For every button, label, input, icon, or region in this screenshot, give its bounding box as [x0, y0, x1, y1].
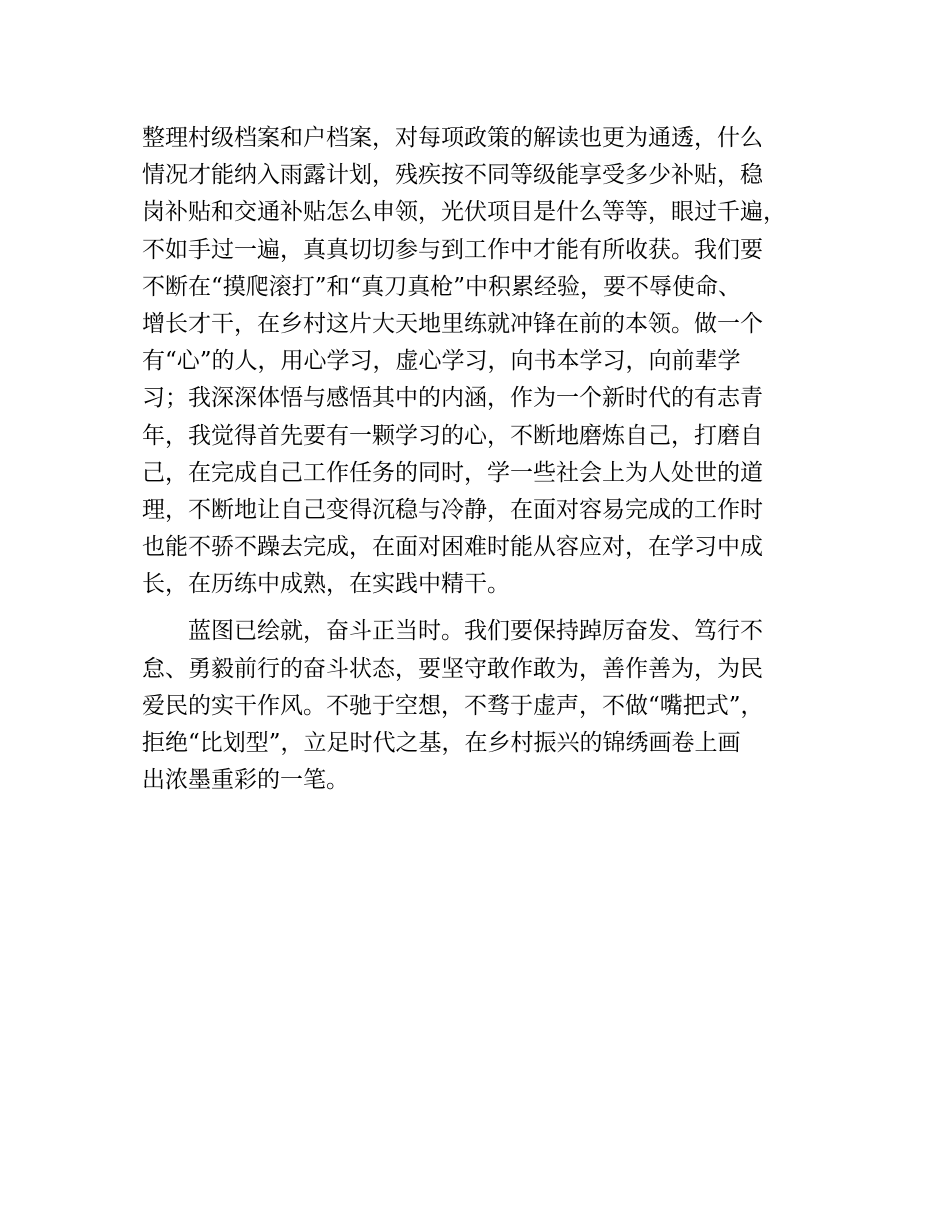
paragraph-gap: [142, 603, 832, 613]
text-line: 长，在历练中成熟，在实践中精干。: [142, 571, 510, 598]
text-line: 不断在“摸爬滚打”和“真刀真枪”中积累经验，要不辱使命、: [142, 273, 742, 300]
text-line: 情况才能纳入雨露计划，残疾按不同等级能享受多少补贴，稳: [142, 162, 763, 189]
text-line: 习；我深深体悟与感悟其中的内涵，作为一个新时代的有志青: [142, 385, 763, 412]
text-line: 不如手过一遍，真真切切参与到工作中才能有所收获。我们要: [142, 236, 763, 263]
text-line: 蓝图已绘就，奋斗正当时。我们要保持踔厉奋发、笃行不: [142, 618, 763, 645]
text-line: 理，不断地让自己变得沉稳与冷静，在面对容易完成的工作时: [142, 496, 763, 523]
text-line: 岗补贴和交通补贴怎么申领，光伏项目是什么等等，眼过千遍，: [142, 199, 786, 226]
body-text: [142, 120, 832, 799]
text-line: 也能不骄不躁去完成，在面对困难时能从容应对，在学习中成: [142, 534, 763, 561]
text-line: 爱民的实干作风。不驰于空想，不骛于虚声，不做“嘴把式”，: [142, 692, 764, 719]
text-line: 整理村级档案和户档案，对每项政策的解读也更为通透，什么: [142, 125, 763, 151]
text-line: 有“心”的人，用心学习，虚心学习，向书本学习，向前辈学: [142, 348, 741, 375]
text-line: 增长才干，在乡村这片大天地里练就冲锋在前的本领。做一个: [142, 310, 763, 337]
text-line: 怠、勇毅前行的奋斗状态，要坚守敢作敢为，善作善为，为民: [142, 655, 763, 682]
text-line: 年，我觉得首先要有一颗学习的心，不断地磨炼自己，打磨自: [142, 422, 763, 449]
paragraph-2: [142, 613, 832, 799]
text-line: 己，在完成自己工作任务的同时，学一些社会上为人处世的道: [142, 459, 763, 486]
text-line: 出浓墨重彩的一笔。: [142, 767, 349, 794]
paragraph-1: [142, 120, 832, 603]
text-line: 拒绝“比划型”，立足时代之基，在乡村振兴的锦绣画卷上画: [142, 730, 741, 756]
